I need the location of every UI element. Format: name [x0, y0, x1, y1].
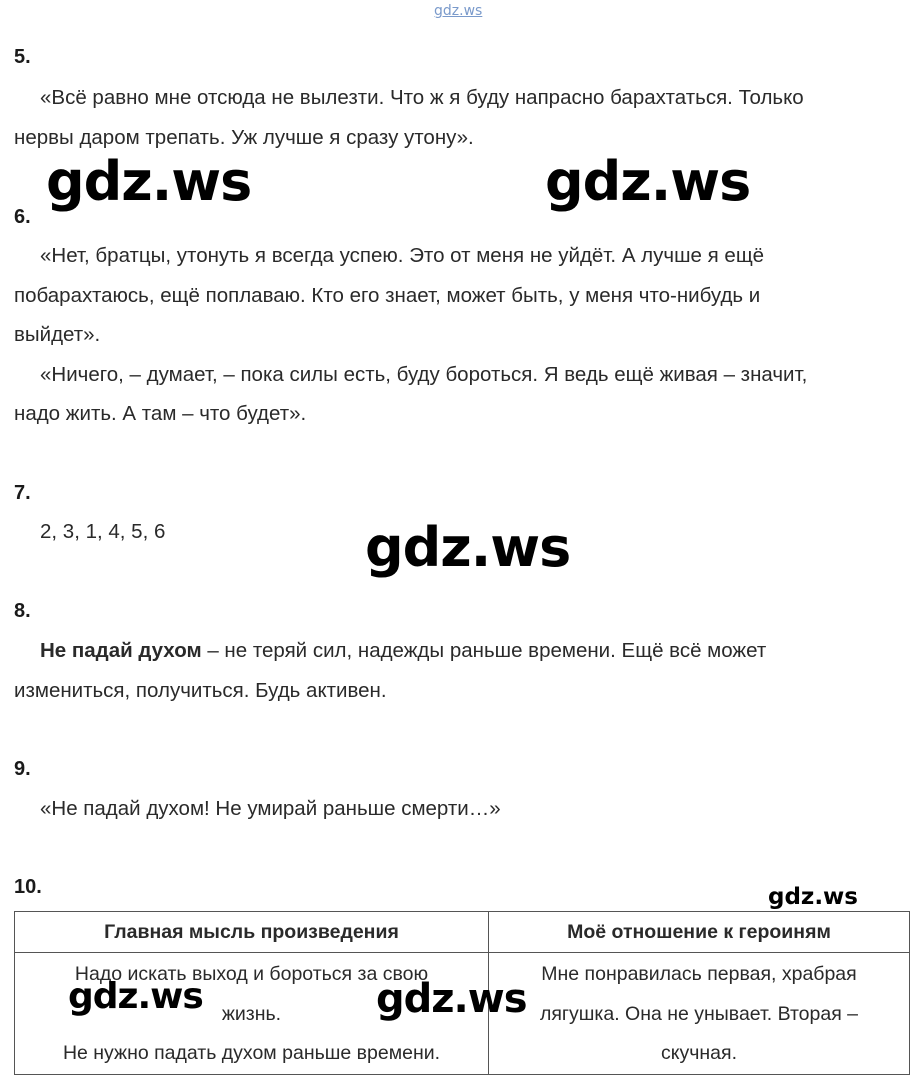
section-5-line-1-text: «Всё равно мне отсюда не вылезти. Что ж я буду напрасно барахтаться. Только: [40, 86, 804, 109]
section-6-number: 6.: [14, 206, 31, 228]
section-5-line-1: [14, 78, 914, 118]
cell-line: жизнь.: [221, 1002, 282, 1025]
section-8-bold-phrase: Не падай духом: [40, 639, 202, 662]
section-6-line-3: выйдет».: [14, 323, 101, 346]
section-6-line-4-text: «Ничего, – думает, – пока силы есть, буду бороться. Я ведь ещё живая – значит,: [40, 362, 808, 386]
cell-line: Мне понравилась первая, храбрая: [541, 963, 857, 985]
section-7-number: 7.: [14, 482, 31, 504]
cell-line: скучная.: [660, 1042, 737, 1064]
section-8-line-1: [14, 631, 914, 671]
section-8-line-1-rest: – не теряй сил, надежды раньше времени. Ещё всё может: [201, 639, 767, 662]
section-5-line-2: нервы даром трепать. Уж лучше я сразу утону».: [14, 125, 474, 149]
watermark-top-link[interactable]: gdz.ws: [434, 3, 483, 19]
section-9-answer: «Не падай духом! Не умирай раньше смерти…»: [40, 797, 501, 820]
watermark-logo: gdz.ws: [545, 150, 751, 213]
table-header-attitude: Моё отношение к героиням: [489, 912, 910, 953]
section-6-line-1: [14, 236, 914, 276]
section-7-answer: 2, 3, 1, 4, 5, 6: [40, 520, 166, 543]
section-5-text: [14, 78, 914, 157]
section-5-number: 5.: [14, 46, 31, 68]
table-header-main-idea: Главная мысль произведения: [15, 912, 489, 953]
section-6-line-2: побарахтаюсь, ещё поплаваю. Кто его знает, может быть, у меня что-нибудь и: [14, 283, 761, 307]
section-8-line-2: измениться, получиться. Будь активен.: [14, 678, 387, 702]
watermark-logo: gdz.ws: [768, 884, 858, 910]
watermark-logo: gdz.ws: [376, 976, 527, 1022]
watermark-logo: gdz.ws: [68, 976, 203, 1017]
cell-line: Надо искать выход и бороться за свою: [74, 963, 429, 985]
section-8-number: 8.: [14, 600, 31, 622]
watermark-logo: gdz.ws: [365, 516, 571, 579]
section-6-line-4: [14, 355, 914, 395]
section-10-number: 10.: [14, 876, 42, 898]
section-6-line-5: надо жить. А там – что будет».: [14, 402, 307, 425]
table-cell-attitude: [489, 953, 910, 1075]
watermark-logo: gdz.ws: [46, 150, 252, 213]
section-8-text: [14, 631, 914, 710]
cell-line: лягушка. Она не унывает. Вторая –: [539, 1002, 859, 1025]
section-6-text: [14, 236, 914, 434]
section-6-line-1-text: «Нет, братцы, утонуть я всегда успею. Это от меня не уйдёт. А лучше я ещё: [40, 244, 765, 267]
cell-line: Не нужно падать духом раньше времени.: [62, 1042, 441, 1064]
section-9-number: 9.: [14, 758, 31, 780]
table-header-row: [15, 912, 910, 953]
